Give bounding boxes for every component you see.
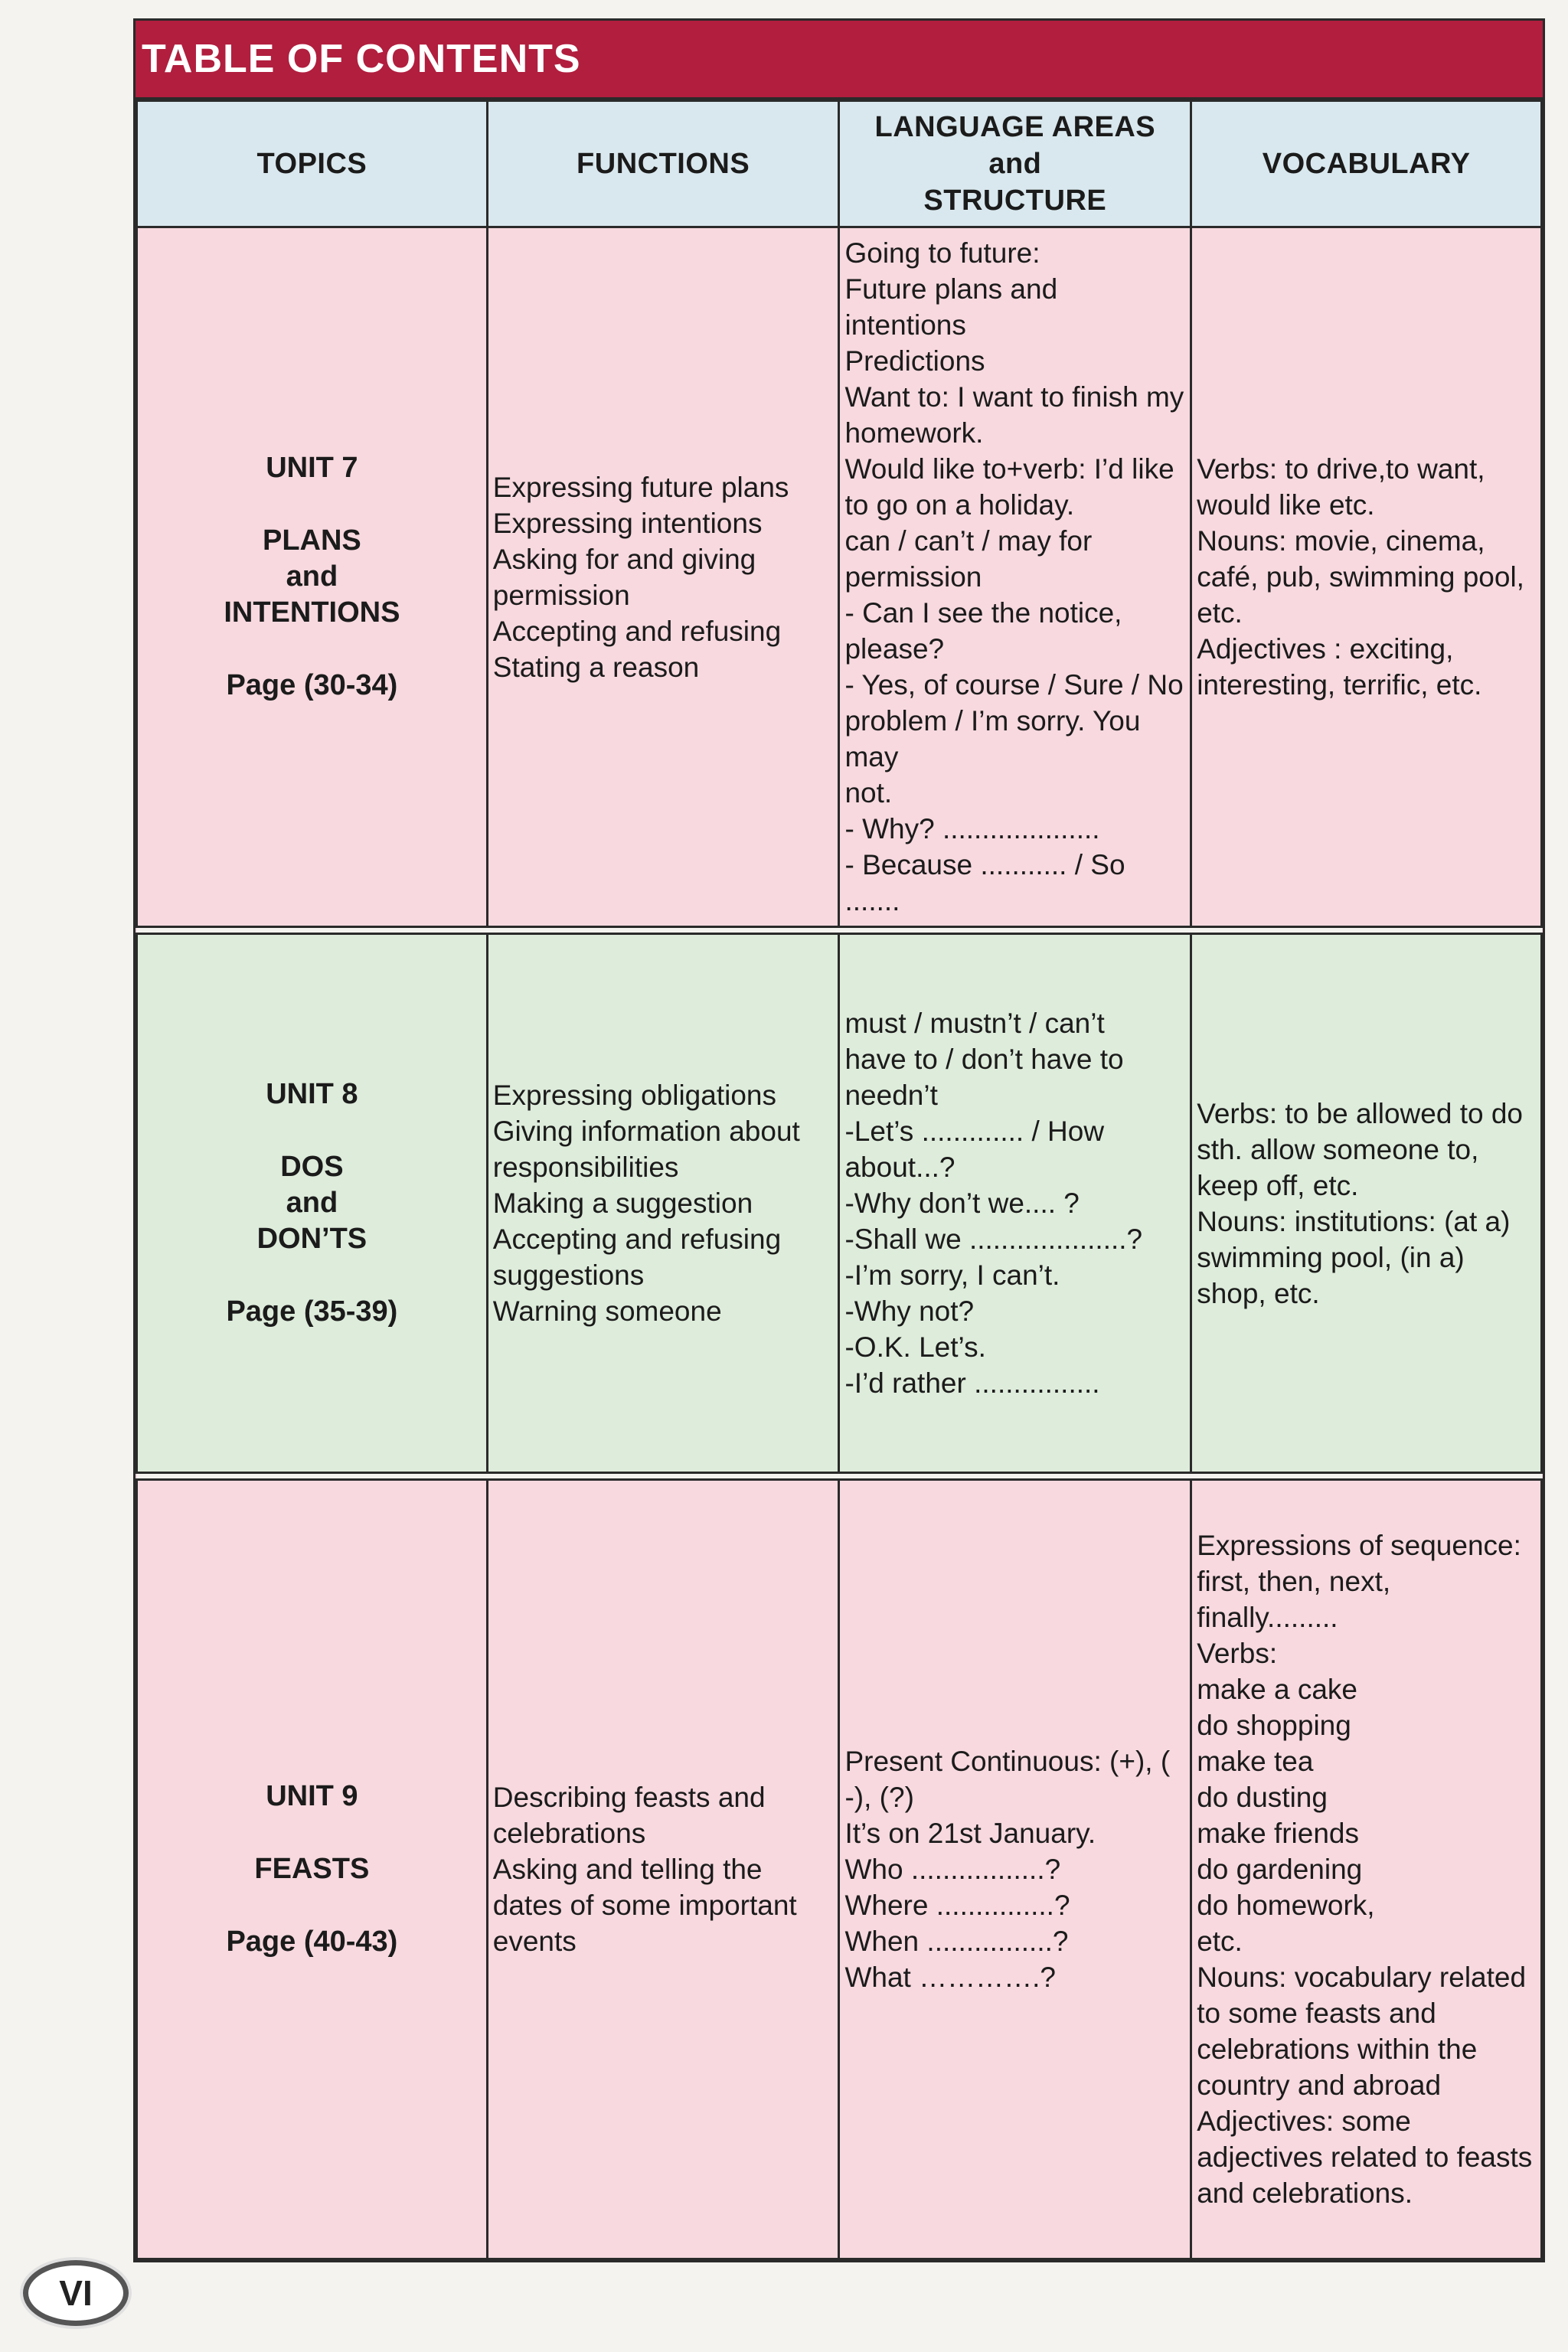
- language-item: Where ...............?: [844, 1890, 1070, 1921]
- header-language-line: and: [988, 148, 1042, 180]
- language-item: When ................?: [844, 1926, 1069, 1957]
- function-item: Asking for and giving permission: [492, 543, 756, 611]
- unit-vocabulary: [1191, 934, 1542, 1473]
- unit-vocabulary: [1191, 227, 1542, 927]
- header-functions: FUNCTIONS: [487, 101, 839, 227]
- function-item: Expressing obligations: [492, 1080, 776, 1111]
- language-item: -O.K. Let’s.: [844, 1331, 986, 1363]
- vocabulary-item: Adjectives: some adjectives related to feasts and celebrations.: [1197, 2105, 1533, 2209]
- unit-topic: [137, 227, 488, 927]
- vocabulary-item: Adjectives : exciting, interesting, terrific, etc.: [1197, 633, 1482, 701]
- unit-title-line: and: [286, 560, 338, 593]
- language-item: needn’t: [844, 1080, 938, 1111]
- unit-title-line: INTENTIONS: [224, 596, 400, 629]
- unit-title: [142, 1851, 482, 1887]
- separator-cell: [137, 927, 1542, 934]
- unit-label: UNIT 9: [266, 1780, 358, 1812]
- unit-page-range: Page (35-39): [226, 1295, 398, 1328]
- unit-title-line: DON’TS: [256, 1223, 368, 1255]
- unit-title-line: FEASTS: [254, 1853, 370, 1885]
- language-item: Who .................?: [844, 1854, 1061, 1885]
- vocabulary-item: Verbs: to drive,to want, would like etc.: [1197, 453, 1485, 521]
- language-item: Would like to+verb: I’d like to go on a holiday.: [844, 453, 1174, 521]
- vocabulary-item: Verbs:: [1197, 1638, 1278, 1669]
- language-item: not.: [844, 777, 893, 808]
- unit-title-line: PLANS: [262, 524, 361, 557]
- language-item: problem / I’m sorry. You may: [844, 705, 1141, 773]
- function-item: Expressing intentions: [492, 507, 763, 539]
- unit-language: [839, 934, 1191, 1473]
- vocabulary-item: Verbs: to be allowed to do sth. allow someone to, keep off, etc.: [1197, 1097, 1523, 1201]
- header-topics: TOPICS: [137, 101, 488, 227]
- language-item: have to / don’t have to: [844, 1044, 1124, 1075]
- vocabulary-item: make tea: [1197, 1746, 1314, 1777]
- header-row: [137, 101, 1542, 227]
- language-item: - Yes, of course / Sure / No: [844, 669, 1184, 701]
- vocabulary-item: do homework,: [1197, 1890, 1375, 1921]
- header-language: [839, 101, 1191, 227]
- language-item: - Why? ....................: [844, 813, 1100, 844]
- language-item: -I’m sorry, I can’t.: [844, 1259, 1060, 1291]
- unit-page-range: Page (40-43): [226, 1926, 398, 1958]
- language-item: Want to: I want to finish my homework.: [844, 381, 1184, 449]
- language-item: Future plans and intentions: [844, 273, 1058, 341]
- unit-title: [142, 1149, 482, 1257]
- header-vocabulary: VOCABULARY: [1191, 101, 1542, 227]
- unit-functions: [487, 1480, 839, 2259]
- table-of-contents: [133, 18, 1545, 2262]
- unit-title: [142, 523, 482, 631]
- unit-language: [839, 1480, 1191, 2259]
- language-item: must / mustn’t / can’t: [844, 1008, 1105, 1039]
- unit-functions: [487, 934, 839, 1473]
- unit-label: UNIT 7: [266, 452, 358, 484]
- header-language-line: STRUCTURE: [923, 185, 1107, 217]
- language-item: - Can I see the notice, please?: [844, 597, 1122, 665]
- unit-page-range: Page (30-34): [226, 669, 398, 701]
- vocabulary-item: make friends: [1197, 1818, 1360, 1849]
- unit-topic: [137, 1480, 488, 2259]
- function-item: Giving information about responsibilities: [492, 1116, 800, 1183]
- unit-topic: [137, 934, 488, 1473]
- vocabulary-item: Nouns: movie, cinema, café, pub, swimming pool, etc.: [1197, 525, 1524, 629]
- function-item: Stating a reason: [492, 651, 700, 683]
- vocabulary-item: Nouns: vocabulary related to some feasts and celebrations within the country and abroad: [1197, 1962, 1527, 2101]
- page-number-badge: VI: [23, 2260, 129, 2326]
- language-item: -I’d rather ................: [844, 1367, 1100, 1399]
- unit-title-line: DOS: [280, 1151, 344, 1183]
- function-item: Making a suggestion: [492, 1187, 753, 1219]
- function-item: Accepting and refusing suggestions: [492, 1223, 782, 1291]
- language-item: -Why don’t we.... ?: [844, 1187, 1080, 1219]
- header-language-line: LANGUAGE AREAS: [874, 111, 1156, 143]
- unit-row: [137, 934, 1542, 1473]
- unit-row: [137, 1480, 1542, 2259]
- language-item: It’s on 21st January.: [844, 1818, 1096, 1849]
- language-item: - Because ........... / So .......: [844, 849, 1125, 916]
- unit-label: UNIT 8: [266, 1078, 358, 1110]
- separator-cell: [137, 1473, 1542, 1480]
- vocabulary-item: make a cake: [1197, 1674, 1357, 1705]
- language-item: Going to future:: [844, 237, 1040, 269]
- vocabulary-item: Nouns: institutions: (at a) swimming pool, (in a) shop, etc.: [1197, 1205, 1511, 1309]
- language-item: can / can’t / may for permission: [844, 525, 1093, 593]
- vocabulary-item: do dusting: [1197, 1782, 1328, 1813]
- language-item: -Let’s ............. / How about...?: [844, 1116, 1105, 1183]
- unit-functions: [487, 227, 839, 927]
- function-item: Accepting and refusing: [492, 615, 782, 647]
- function-item: Describing feasts and celebrations: [492, 1782, 766, 1849]
- language-item: What ………….?: [844, 1962, 1056, 1993]
- language-item: Present Continuous: (+), ( -), (?): [844, 1746, 1171, 1813]
- vocabulary-item: do gardening: [1197, 1854, 1363, 1885]
- toc-title: TABLE OF CONTENTS: [136, 21, 1543, 100]
- vocabulary-item: etc.: [1197, 1926, 1243, 1957]
- unit-row: [137, 227, 1542, 927]
- row-separator: [137, 927, 1542, 934]
- unit-vocabulary: [1191, 1480, 1542, 2259]
- function-item: Asking and telling the dates of some important events: [492, 1854, 797, 1957]
- unit-title-line: and: [286, 1187, 338, 1219]
- function-item: Warning someone: [492, 1295, 722, 1327]
- language-item: -Why not?: [844, 1295, 975, 1327]
- vocabulary-item: do shopping: [1197, 1710, 1351, 1741]
- vocabulary-item: Expressions of sequence: first, then, next, finally.........: [1197, 1530, 1521, 1633]
- language-item: Predictions: [844, 345, 985, 377]
- row-separator: [137, 1473, 1542, 1480]
- unit-language: [839, 227, 1191, 927]
- toc-table: [136, 100, 1543, 2260]
- language-item: -Shall we ....................?: [844, 1223, 1143, 1255]
- function-item: Expressing future plans: [492, 471, 789, 503]
